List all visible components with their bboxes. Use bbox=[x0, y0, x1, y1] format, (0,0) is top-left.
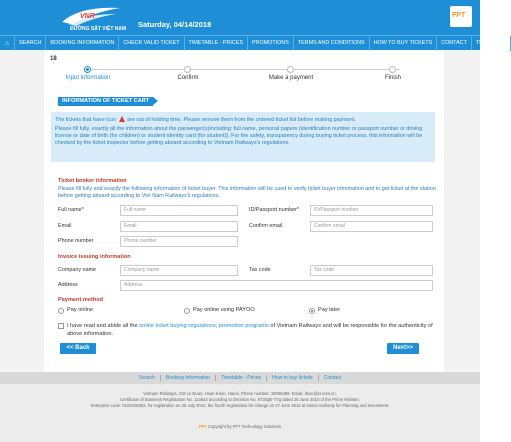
info-notice bbox=[51, 112, 435, 162]
step-label-confirm: Confirm bbox=[177, 75, 199, 81]
booking-panel bbox=[44, 50, 444, 372]
notice-line-2: Please fill fully, exactly all the information about the passenger(s)including: full name, personal papers (identification number or passport number or driving license or date of birth (for children) or student identity card (for student)). For the safety, transparency during buying ticket process, this information will be checked by the ticket inspector before getting aboard according to Vietnam Railways's regulations. bbox=[55, 126, 423, 146]
full-name-input[interactable]: Full name bbox=[120, 205, 238, 216]
next-button[interactable]: Next>> bbox=[387, 343, 419, 354]
notice-line-1 bbox=[55, 116, 431, 124]
email-input[interactable]: Email bbox=[120, 221, 238, 232]
company-label: Company name bbox=[58, 267, 97, 273]
pay-payoo-label[interactable]: Pay online using PAYOO bbox=[193, 307, 255, 313]
booker-hint: Please fill fully and exactly the following information of ticket buyer. This information will be used to verify ticket buyer information and to get ticket at the station before getting aboard according to Viet Nam Railways's regulations. bbox=[58, 186, 436, 199]
fpt-copyright bbox=[0, 424, 480, 429]
step-dot-input bbox=[84, 66, 91, 73]
agree-comma: , bbox=[215, 323, 218, 329]
step-label-payment: Make a payment bbox=[268, 75, 314, 81]
nav-timetable-prices[interactable]: TIMETABLE - PRICES bbox=[185, 36, 248, 51]
step-dot-confirm bbox=[184, 66, 191, 73]
main-area bbox=[0, 50, 480, 372]
warning-icon bbox=[119, 116, 125, 122]
home-icon[interactable]: ⌂ bbox=[0, 36, 15, 51]
step-label-input: Input information bbox=[65, 75, 111, 81]
vnr-logo[interactable] bbox=[58, 4, 127, 32]
footer-search-link[interactable]: Search bbox=[134, 375, 161, 381]
tax-code-label: Tax code bbox=[249, 267, 271, 273]
regulations-link[interactable]: online ticket buying regulations bbox=[139, 323, 216, 329]
invoice-title: Invoice issuing information bbox=[58, 254, 131, 260]
logo-text: VNR bbox=[80, 13, 95, 20]
footer-timetable-link[interactable]: Timetable - Prices bbox=[216, 375, 267, 381]
pay-online-label[interactable]: Pay online bbox=[67, 307, 94, 313]
notice-text-after: are out of holding time. Please remove them from the ordered ticket list before making payment. bbox=[127, 117, 356, 123]
company-input[interactable]: Company name bbox=[120, 265, 238, 276]
booker-title: Ticket booker information bbox=[58, 178, 127, 184]
fpt-logo bbox=[450, 6, 472, 27]
address-input[interactable]: Address bbox=[120, 280, 433, 291]
confirm-email-input[interactable]: Confirm email bbox=[310, 221, 433, 232]
tax-code-input[interactable]: Tax code bbox=[310, 265, 433, 276]
main-nav bbox=[0, 35, 506, 50]
full-name-label: Full name* bbox=[58, 207, 84, 213]
current-date: Saturday, 04/14/2018 bbox=[138, 20, 212, 29]
step-dot-finish bbox=[389, 66, 396, 73]
agree-text-before: I have read and abide all the bbox=[67, 323, 138, 329]
footer-line-2: Certificate of Business Registration No. 113642 according to Decision No. 973/QĐ-TTg dated 25 June 2010 of the Prime Minister. bbox=[120, 397, 360, 402]
pay-online-radio[interactable] bbox=[58, 308, 64, 314]
footer-booking-link[interactable]: Booking information bbox=[161, 375, 216, 381]
phone-label: Phone number bbox=[58, 238, 94, 244]
nav-search[interactable]: SEARCH bbox=[15, 36, 46, 51]
steps-line bbox=[88, 69, 400, 70]
fpt-logo-text: FPT bbox=[452, 12, 466, 19]
step-label-finish: Finish bbox=[384, 75, 401, 81]
site-header bbox=[0, 0, 480, 35]
footer-line-3: Enterprise code: 0100105052, for registration on 26 July 2010, the fourth registration for change on 27 June 2014 at Hanoi Authority for Planning and Investment. bbox=[90, 403, 390, 408]
footer-how-to-buy-link[interactable]: How to buy tickets bbox=[267, 375, 319, 381]
nav-booking-information[interactable]: BOOKING INFORMATION bbox=[46, 36, 119, 51]
id-passport-label: ID/Passport number* bbox=[249, 207, 300, 213]
agree-text-after: of Vietnam Railways and will be responsible for the authenticity of above information. bbox=[67, 323, 433, 337]
footer-contact-link[interactable]: Contact bbox=[323, 375, 341, 381]
nav-terms-conditions[interactable]: TERMS AND CONDITIONS bbox=[294, 36, 370, 51]
agree-checkbox[interactable] bbox=[58, 323, 64, 329]
copyright-text: Copyright by FPT Technology Solutions bbox=[207, 424, 282, 429]
pay-later-label[interactable]: Pay later bbox=[318, 307, 341, 313]
footer-nav bbox=[0, 372, 480, 384]
pay-later-radio[interactable] bbox=[309, 308, 315, 314]
phone-input[interactable]: Phone number bbox=[120, 236, 238, 247]
site-footer bbox=[0, 384, 480, 442]
address-label: Address bbox=[58, 282, 78, 288]
ticket-cart-title: INFORMATION OF TICKET CART bbox=[58, 97, 153, 106]
nav-check-valid-ticket[interactable]: CHECK VALID TICKET bbox=[119, 36, 184, 51]
id-passport-input[interactable]: ID/Passport number bbox=[310, 205, 433, 216]
nav-language[interactable]: TIẾNG VIỆT bbox=[472, 36, 511, 51]
pay-payoo-radio[interactable] bbox=[184, 308, 190, 314]
ticket-count: 18 bbox=[50, 56, 57, 62]
email-label: Email bbox=[58, 223, 72, 229]
promotions-link[interactable]: promotion programs bbox=[218, 323, 269, 329]
footer-line-1: Vietnam Railways, 118 Le Duan, Hoan Kiem, Hanoi. Phone number: 19006469. Email: dsvn@vr.com.vn. bbox=[143, 391, 337, 396]
notice-text-before: The tickets that have icon bbox=[55, 117, 117, 123]
back-button[interactable]: << Back bbox=[60, 343, 96, 354]
logo-subtitle: ĐƯỜNG SẮT VIỆT NAM bbox=[70, 26, 127, 32]
nav-contact[interactable]: CONTACT bbox=[437, 36, 472, 51]
nav-how-to-buy[interactable]: HOW TO BUY TICKETS bbox=[370, 36, 438, 51]
agreement-text bbox=[67, 322, 437, 338]
step-dot-payment bbox=[287, 66, 294, 73]
nav-promotions[interactable]: PROMOTIONS bbox=[248, 36, 294, 51]
confirm-email-label: Confirm email bbox=[249, 223, 283, 229]
payment-title: Payment method bbox=[58, 297, 104, 303]
fpt-small-logo: FPT bbox=[198, 424, 207, 429]
